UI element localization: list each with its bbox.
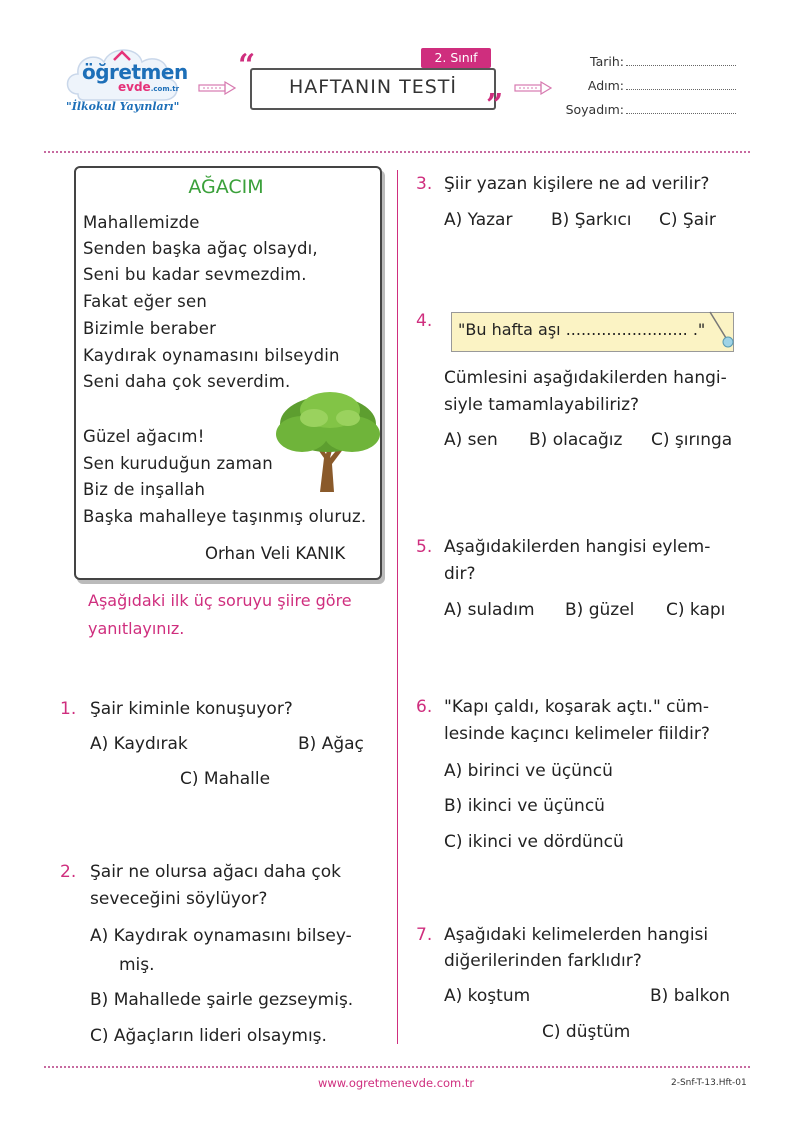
option-b[interactable]: B) balkon [650, 986, 731, 1006]
option-c[interactable]: C) kapı [666, 600, 726, 620]
arrow-right-icon [198, 81, 236, 95]
arrow-right-icon [514, 81, 552, 95]
poem-line: Mahallemizde [83, 213, 200, 232]
question-text: Cümlesini aşağıdakilerden hangi- [444, 368, 727, 388]
option-a[interactable]: A) suladım [444, 600, 535, 620]
date-field[interactable]: Tarih: [562, 54, 742, 69]
option-b[interactable]: B) Şarkıcı [551, 210, 632, 230]
option-c[interactable]: C) ikinci ve dördüncü [444, 832, 624, 852]
question-number: 3. [416, 174, 433, 194]
question-number: 5. [416, 537, 433, 557]
question-text: Şiir yazan kişilere ne ad verilir? [444, 174, 710, 194]
option-a[interactable]: A) Kaydırak [90, 734, 188, 754]
poem-line: Sen kuruduğun zaman [83, 454, 273, 473]
option-b[interactable]: B) olacağız [529, 430, 623, 450]
question-text: Aşağıdakilerden hangisi eylem- [444, 537, 711, 557]
option-a[interactable]: A) birinci ve üçüncü [444, 761, 613, 781]
option-a-cont[interactable]: miş. [119, 955, 155, 975]
option-c[interactable]: C) düştüm [542, 1022, 631, 1042]
footer-divider [44, 1066, 750, 1068]
surname-field[interactable]: Soyadım: [562, 102, 742, 117]
question-text: Aşağıdaki kelimelerden hangisi [444, 925, 709, 945]
option-b[interactable]: B) Mahallede şairle gezseymiş. [90, 990, 354, 1010]
option-c[interactable]: C) Ağaçların lideri olsaymış. [90, 1026, 327, 1046]
option-c[interactable]: C) Mahalle [180, 769, 271, 789]
page-title: HAFTANIN TESTİ [289, 76, 457, 98]
question-number: 4. [416, 311, 433, 331]
column-divider [397, 170, 398, 1044]
instruction-line: yanıtlayınız. [88, 619, 185, 638]
poem-line: Başka mahalleye taşınmış oluruz. [83, 507, 367, 526]
question-text: seveceğini söylüyor? [90, 889, 268, 909]
poem-line: Bizimle beraber [83, 319, 217, 338]
logo-word-evde: evde.com.tr [118, 80, 180, 94]
poem-author: Orhan Veli KANIK [205, 544, 346, 563]
logo-word: öğretmen [82, 60, 188, 84]
option-b[interactable]: B) ikinci ve üçüncü [444, 796, 605, 816]
question-number: 6. [416, 697, 433, 717]
close-quote-icon: ” [486, 88, 504, 123]
question-text: dir? [444, 564, 476, 584]
grade-badge: 2. Sınıf [421, 48, 491, 68]
option-c[interactable]: C) şırınga [651, 430, 733, 450]
poem-line: Seni bu kadar sevmezdim. [83, 265, 307, 284]
sentence-note-text: "Bu hafta aşı ........................ ." [458, 320, 706, 339]
poem-line: Kaydırak oynamasını bilseydin [83, 346, 340, 365]
footer-url-link[interactable]: www.ogretmenevde.com.tr [318, 1076, 475, 1090]
poem-line: Senden başka ağaç olsaydı, [83, 239, 318, 258]
option-b[interactable]: B) Ağaç [298, 734, 364, 754]
question-text: Şair kiminle konuşuyor? [90, 699, 293, 719]
poem-line: Fakat eğer sen [83, 292, 207, 311]
instruction-line: Aşağıdaki ilk üç soruyu şiire göre [88, 591, 352, 610]
question-number: 2. [60, 862, 77, 882]
pin-icon [704, 308, 736, 352]
tree-icon [268, 388, 386, 494]
document-code: 2-Snf-T-13.Hft-01 [671, 1078, 747, 1088]
header-divider [44, 151, 750, 153]
option-a[interactable]: A) koştum [444, 986, 531, 1006]
logo-tagline: "İlkokul Yayınları" [66, 100, 180, 113]
question-text: "Kapı çaldı, koşarak açtı." cüm- [444, 697, 709, 717]
option-a[interactable]: A) Kaydırak oynamasını bilsey- [90, 926, 352, 946]
option-b[interactable]: B) güzel [565, 600, 635, 620]
question-text: lesinde kaçıncı kelimeler fiildir? [444, 724, 710, 744]
poem-line: Seni daha çok severdim. [83, 372, 291, 391]
question-number: 7. [416, 925, 433, 945]
question-text: diğerilerinden farklıdır? [444, 951, 642, 971]
poem-title: AĞACIM [188, 176, 264, 198]
poem-line: Biz de inşallah [83, 480, 206, 499]
question-number: 1. [60, 699, 77, 719]
question-text: Şair ne olursa ağacı daha çok [90, 862, 342, 882]
option-a[interactable]: A) Yazar [444, 210, 513, 230]
open-quote-icon: “ [238, 48, 256, 83]
name-field[interactable]: Adım: [562, 78, 742, 93]
option-c[interactable]: C) Şair [659, 210, 716, 230]
question-text: siyle tamamlayabiliriz? [444, 395, 640, 415]
poem-line: Güzel ağacım! [83, 427, 205, 446]
option-a[interactable]: A) sen [444, 430, 498, 450]
